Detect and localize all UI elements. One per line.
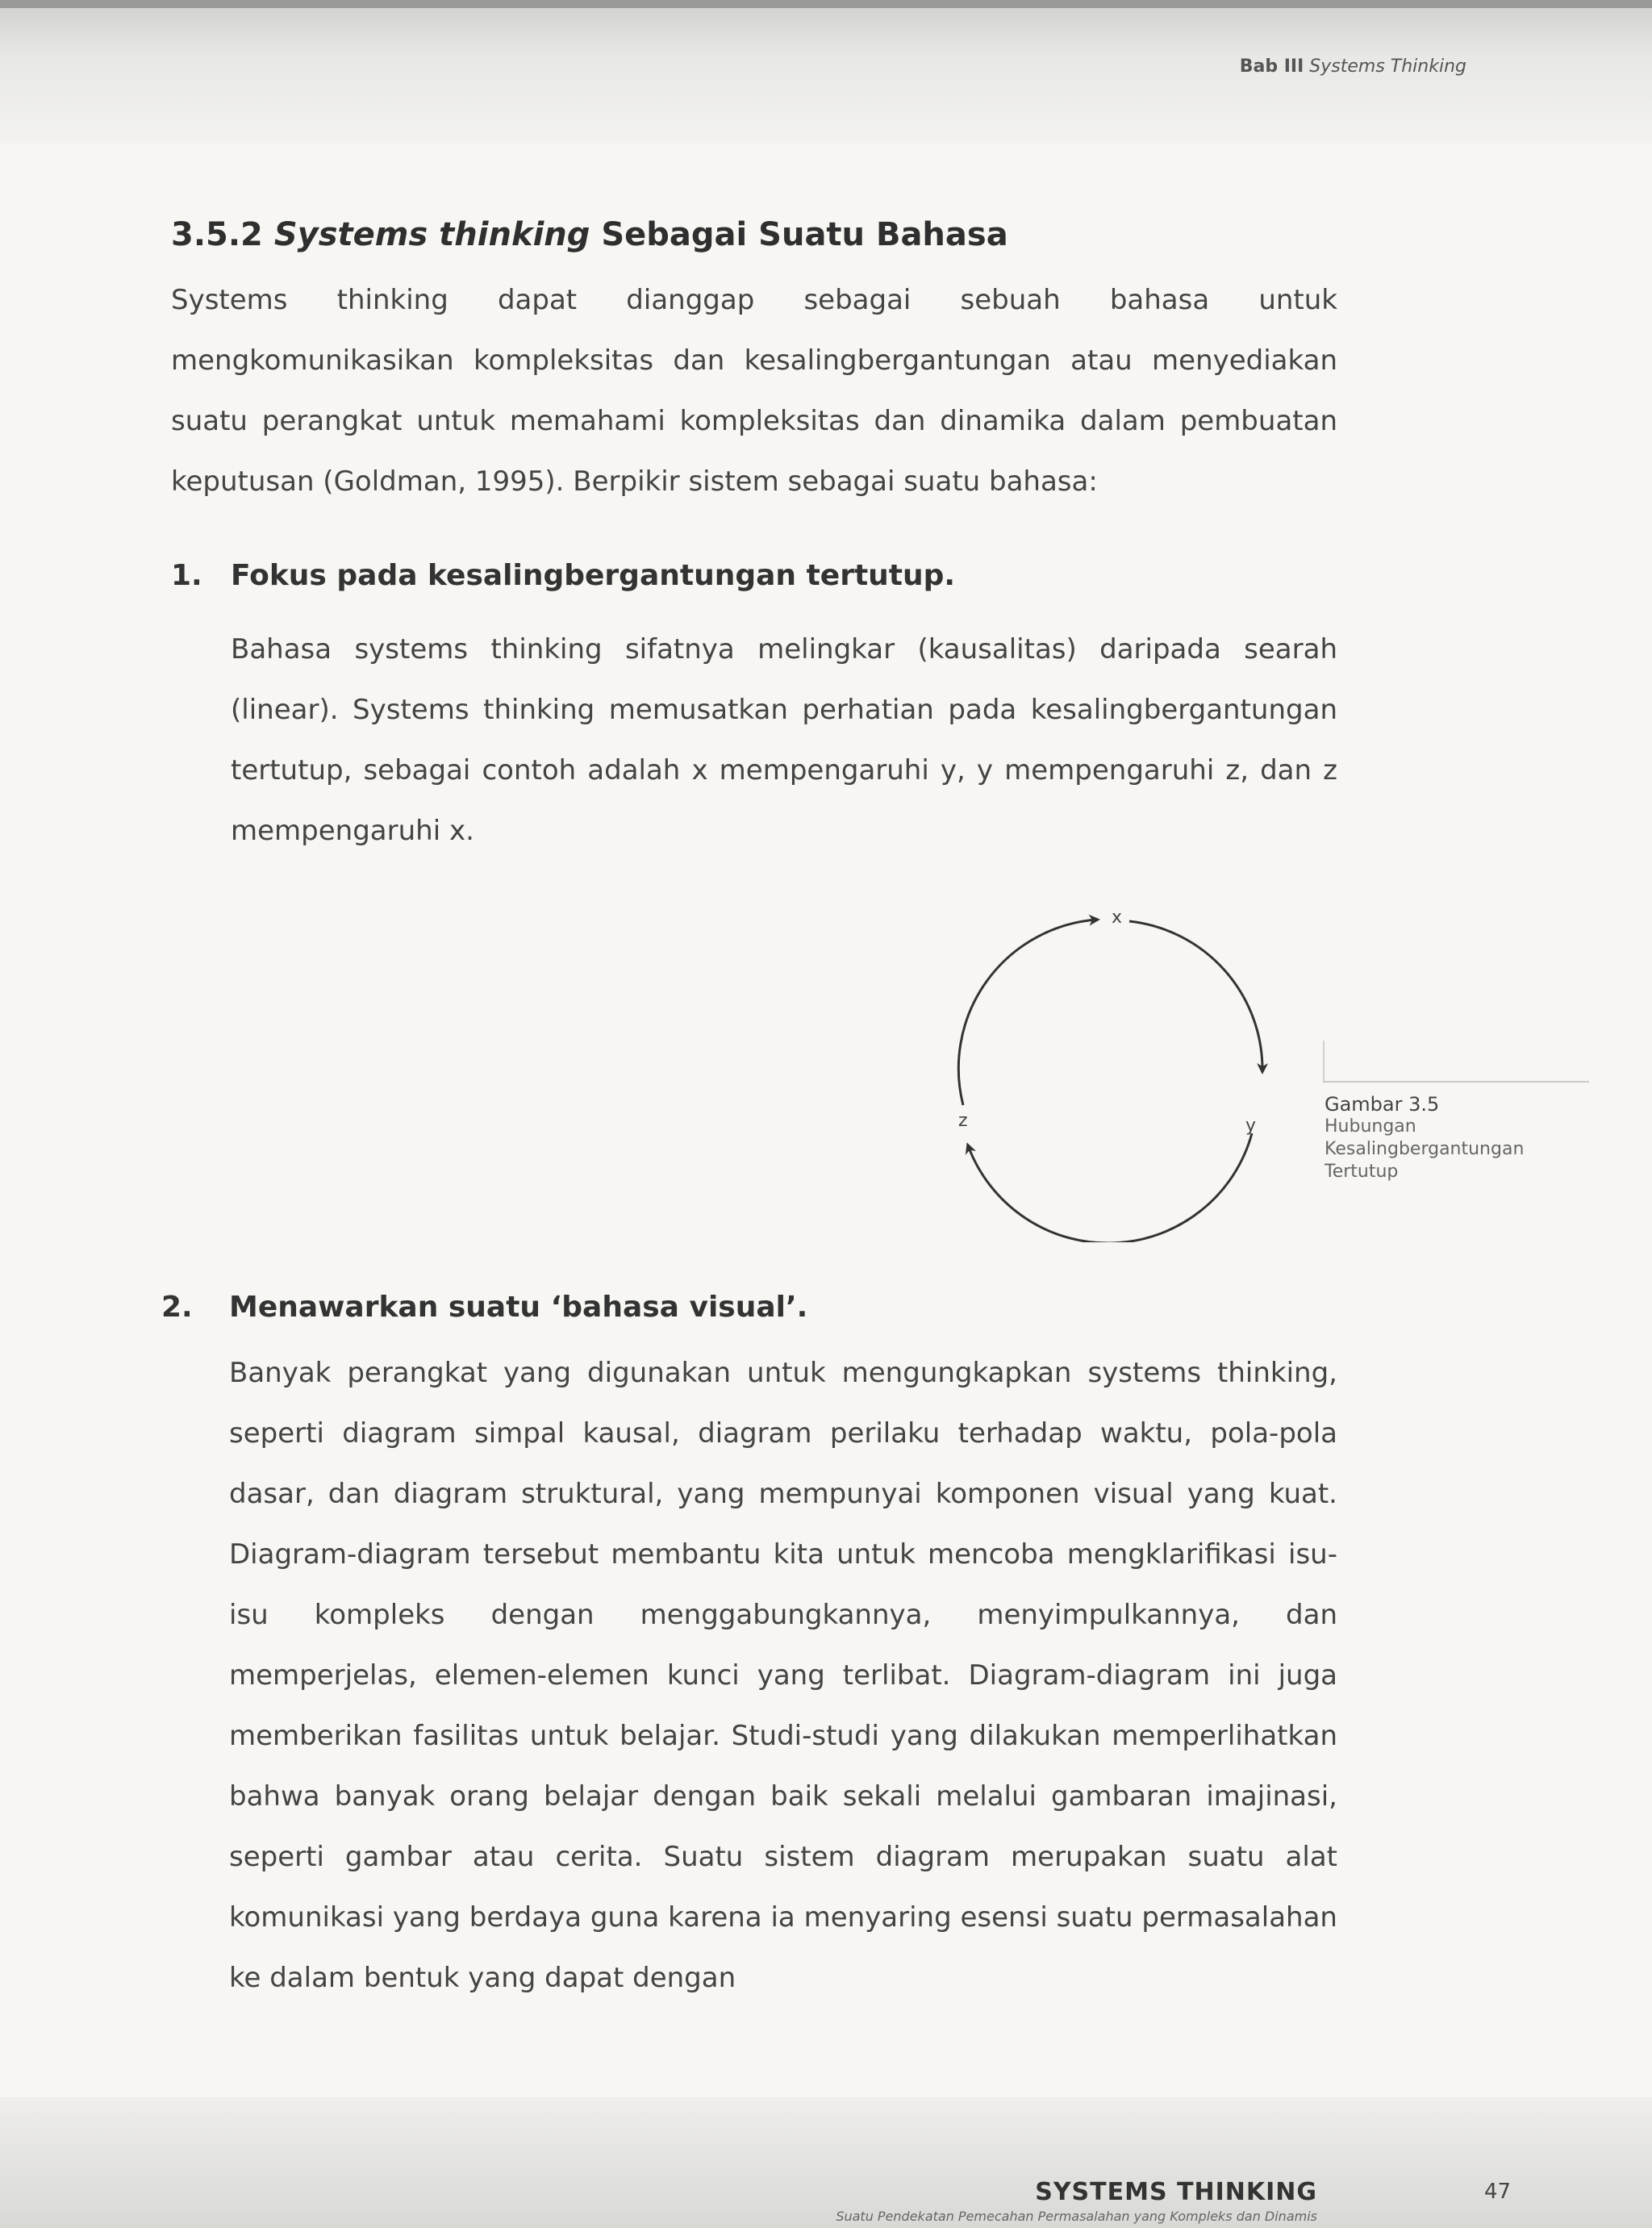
item-1-heading: Fokus pada kesalingbergantungan tertutup. — [231, 559, 956, 592]
item-1-body: Bahasa systems thinking sifatnya melingkar (kausalitas) daripada searah (linear). Systems thinking memusatkan perhatian pada kesalingbergantungan tertutup, sebagai contoh adalah x mempengaruhi y, y mempengaruhi z, dan z mempengaruhi x. — [231, 633, 1337, 847]
figure-caption — [1325, 1093, 1591, 1183]
caption-line-3: Tertutup — [1325, 1162, 1399, 1182]
node-y: y — [1245, 1116, 1257, 1136]
footer-subtitle: Suatu Pendekatan Pemecahan Permasalahan yang Kompleks dan Dinamis — [836, 2209, 1317, 2224]
footer-title: SYSTEMS THINKING — [1035, 2178, 1317, 2206]
arrow-x-to-y — [1129, 921, 1262, 1071]
caption-tick — [1323, 1041, 1325, 1081]
item-1-number: 1. — [171, 559, 202, 592]
bottom-band — [0, 2097, 1652, 2228]
intro-paragraph: Systems thinking dapat dianggap sebagai sebuah bahasa untuk mengkomunikasikan kompleksitas dan kesalingbergantungan atau menyediakan suatu perangkat untuk memahami kompleksitas dan dinamika dalam pembuatan keputusan (Goldman, 1995). Berpikir sistem sebagai suatu bahasa: — [171, 284, 1337, 498]
arrow-y-to-z — [968, 1133, 1252, 1242]
item-2-heading: Menawarkan suatu ‘bahasa visual’. — [229, 1291, 808, 1324]
section-title-italic: Systems thinking — [273, 216, 590, 253]
caption-line-2: Kesalingbergantungan — [1325, 1139, 1525, 1159]
running-head-title: Systems Thinking — [1309, 56, 1466, 77]
item-2-number: 2. — [161, 1291, 193, 1324]
causal-loop-diagram — [936, 887, 1291, 1242]
node-x: x — [1112, 907, 1123, 928]
section-number: 3.5.2 — [171, 216, 263, 253]
node-z: z — [958, 1111, 968, 1131]
section-title — [171, 216, 1008, 253]
running-head-chapter: Bab III — [1239, 56, 1304, 77]
arrow-z-to-x — [958, 920, 1097, 1105]
page-number: 47 — [1484, 2180, 1512, 2204]
item-2-body: Banyak perangkat yang digunakan untuk mengungkapkan systems thinking, seperti diagram simpal kausal, diagram perilaku terhadap waktu, pola-pola dasar, dan diagram struktural, yang mempunyai komponen visual yang kuat. Diagram-diagram tersebut membantu kita untuk mencoba mengklarifikasi isu-isu kompleks dengan menggabungkannya, menyimpulkannya, dan memperjelas, elemen-elemen kunci yang terlibat. Diagram-diagram ini juga memberikan fasilitas untuk belajar. Studi-studi yang dilakukan memperlihatkan bahwa banyak orang belajar dengan baik sekali melalui gambaran imajinasi, seperti gambar atau cerita. Suatu sistem diagram merupakan suatu alat komunikasi yang berdaya guna karena ia menyaring esensi suatu permasalahan ke dalam bentuk yang dapat dengan — [229, 1357, 1337, 1994]
running-head — [1240, 56, 1466, 77]
caption-rule — [1323, 1081, 1589, 1083]
page-top-edge — [0, 0, 1652, 8]
caption-label: Gambar 3.5 — [1325, 1093, 1440, 1116]
section-title-rest: Sebagai Suatu Bahasa — [601, 216, 1008, 253]
caption-line-1: Hubungan — [1325, 1116, 1416, 1137]
